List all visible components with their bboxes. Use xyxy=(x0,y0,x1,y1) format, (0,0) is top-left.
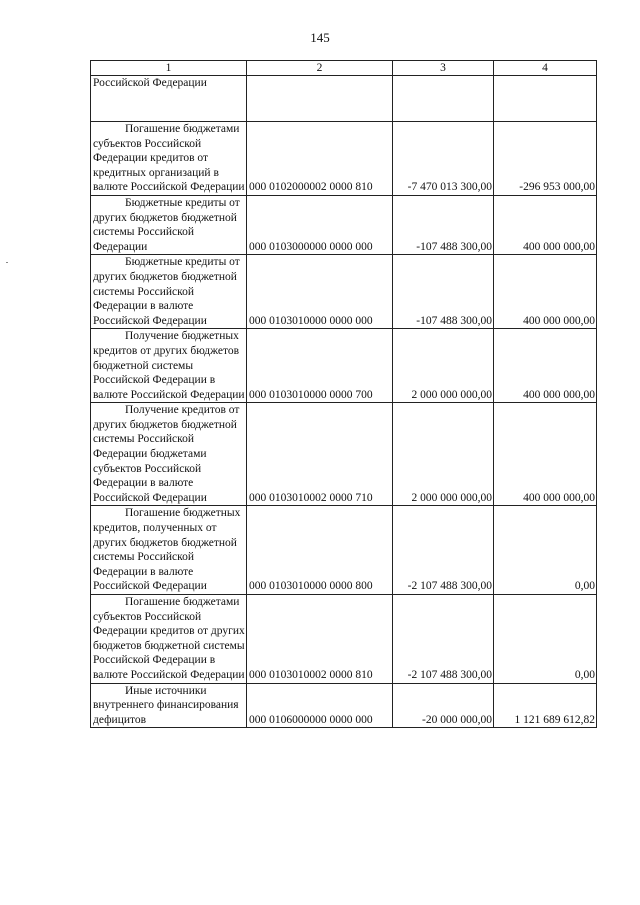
row-code: 000 0102000002 0000 810 xyxy=(247,122,393,196)
row-value-col3: -107 488 300,00 xyxy=(393,195,494,254)
row-value-col4: 400 000 000,00 xyxy=(494,329,597,403)
row-name: Погашение бюджетных кредитов, полученных от других бюджетов бюджетной системы Российской Федерации в валюте Российской Федерации xyxy=(91,506,247,595)
column-header-3: 3 xyxy=(393,61,494,76)
table-row xyxy=(91,595,597,684)
row-code: 000 0103010002 0000 710 xyxy=(247,403,393,506)
row-name: Погашение бюджетами субъектов Российской Федерации кредитов от кредитных организаций в валюте Российской Федерации xyxy=(91,122,247,196)
row-code: 000 0103010000 0000 700 xyxy=(247,329,393,403)
row-value-col4 xyxy=(494,76,597,122)
table-row xyxy=(91,329,597,403)
row-value-col4: -296 953 000,00 xyxy=(494,122,597,196)
table-row xyxy=(91,255,597,329)
table-row xyxy=(91,76,597,122)
budget-sources-table xyxy=(90,60,597,728)
row-value-col3: -2 107 488 300,00 xyxy=(393,595,494,684)
row-value-col3: -107 488 300,00 xyxy=(393,255,494,329)
row-name: Погашение бюджетами субъектов Российской Федерации кредитов от других бюджетов бюджетной системы Российской Федерации в валюте Российской Федерации xyxy=(91,595,247,684)
table-row xyxy=(91,195,597,254)
row-value-col3: 2 000 000 000,00 xyxy=(393,403,494,506)
row-name: Бюджетные кредиты от других бюджетов бюджетной системы Российской Федерации в валюте Российской Федерации xyxy=(91,255,247,329)
row-value-col4: 0,00 xyxy=(494,506,597,595)
column-header-4: 4 xyxy=(494,61,597,76)
row-name: Российской Федерации xyxy=(91,76,247,122)
table-row xyxy=(91,683,597,728)
row-code xyxy=(247,76,393,122)
row-value-col3: 2 000 000 000,00 xyxy=(393,329,494,403)
row-value-col3: -2 107 488 300,00 xyxy=(393,506,494,595)
row-value-col4: 0,00 xyxy=(494,595,597,684)
margin-mark xyxy=(6,262,8,263)
row-value-col3: -7 470 013 300,00 xyxy=(393,122,494,196)
table-row xyxy=(91,403,597,506)
table-row xyxy=(91,122,597,196)
row-code: 000 0106000000 0000 000 xyxy=(247,683,393,728)
row-name: Получение бюджетных кредитов от других бюджетов бюджетной системы Российской Федерации в валюте Российской Федерации xyxy=(91,329,247,403)
row-code: 000 0103000000 0000 000 xyxy=(247,195,393,254)
row-code: 000 0103010000 0000 000 xyxy=(247,255,393,329)
table-row xyxy=(91,506,597,595)
column-header-1: 1 xyxy=(91,61,247,76)
row-value-col3 xyxy=(393,76,494,122)
row-code: 000 0103010002 0000 810 xyxy=(247,595,393,684)
row-name: Иные источники внутреннего финансирования дефицитов xyxy=(91,683,247,728)
table-header-row xyxy=(91,61,597,76)
column-header-2: 2 xyxy=(247,61,393,76)
row-value-col4: 400 000 000,00 xyxy=(494,255,597,329)
row-code: 000 0103010000 0000 800 xyxy=(247,506,393,595)
row-name: Бюджетные кредиты от других бюджетов бюджетной системы Российской Федерации xyxy=(91,195,247,254)
row-value-col4: 1 121 689 612,82 xyxy=(494,683,597,728)
row-name: Получение кредитов от других бюджетов бюджетной системы Российской Федерации бюджетами субъектов Российской Федерации в валюте Российской Федерации xyxy=(91,403,247,506)
row-value-col3: -20 000 000,00 xyxy=(393,683,494,728)
row-value-col4: 400 000 000,00 xyxy=(494,195,597,254)
page-number: 145 xyxy=(310,30,330,45)
row-value-col4: 400 000 000,00 xyxy=(494,403,597,506)
